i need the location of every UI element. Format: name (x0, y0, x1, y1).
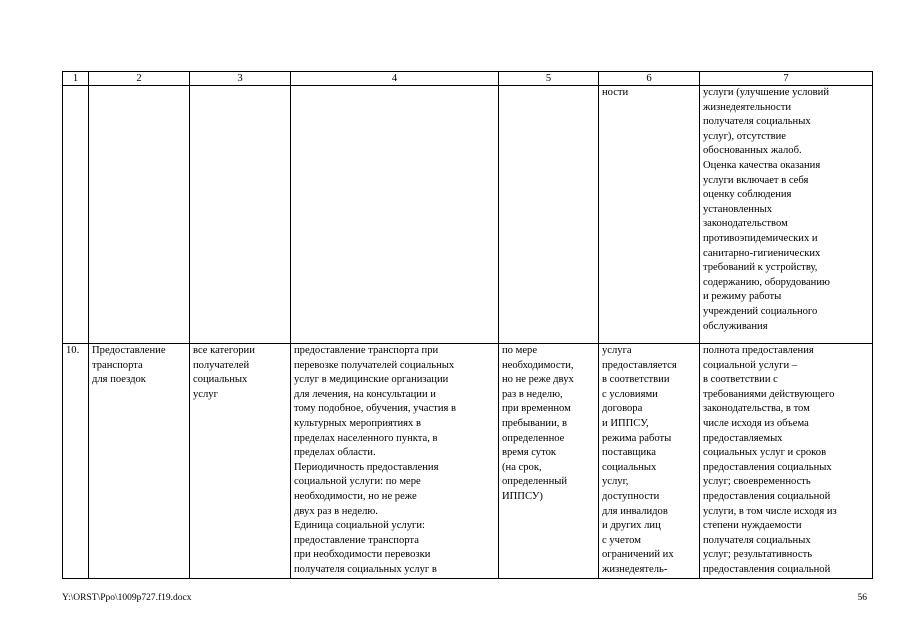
column-header-2: 2 (89, 72, 190, 86)
column-header-3: 3 (190, 72, 291, 86)
service-conditions-cell: ности (599, 86, 700, 344)
page-number: 56 (857, 593, 867, 603)
row-number-cell (63, 86, 89, 344)
footer-file-path: Y:\ORST\Ppo\1009p727.f19.docx (62, 593, 192, 603)
recipient-category-cell: все категории получателей социальных услуг (190, 344, 291, 579)
service-name-cell: Предоставление транспорта для поездок (89, 344, 190, 579)
row-number-cell: 10. (63, 344, 89, 579)
table-row-continuation (63, 86, 873, 344)
quality-indicators-cell: полнота предоставления социальной услуги – в соответствии с требованиями действующего законодательства, в том числе исходя из объема предоставляемых социальных услуг и сроков предоставления социальных услуг; своевременность предоставления социальной услуги, в том числе исходя из степени нуждаемости получателя социальных услуг; результативность предоставления социальной (700, 344, 873, 579)
column-header-4: 4 (291, 72, 499, 86)
column-header-6: 6 (599, 72, 700, 86)
table-row-10 (63, 344, 873, 579)
recipient-category-cell (190, 86, 291, 344)
service-description-cell (291, 86, 499, 344)
service-conditions-cell: услуга предоставляется в соответствии с условиями договора и ИППСУ, режима работы поставщика социальных услуг, доступности для инвалидов и других лиц с учетом ограничений их жизнедеятель- (599, 344, 700, 579)
service-timing-cell (499, 86, 599, 344)
services-table (62, 71, 873, 579)
column-header-7: 7 (700, 72, 873, 86)
column-header-1: 1 (63, 72, 89, 86)
quality-indicators-cell: услуги (улучшение условий жизнедеятельности получателя социальных услуг), отсутствие обоснованных жалоб. Оценка качества оказания услуги включает в себя оценку соблюдения установленных законодательством противоэпидемических и санитарно-гигиенических требований к устройству, содержанию, оборудованию и режиму работы учреждений социального обслуживания (700, 86, 873, 344)
column-header-5: 5 (499, 72, 599, 86)
service-timing-cell: по мере необходимости, но не реже двух раз в неделю, при временном пребывании, в определенное время суток (на срок, определенный ИППСУ) (499, 344, 599, 579)
service-description-cell: предоставление транспорта при перевозке получателей социальных услуг в медицинские организации для лечения, на консультации и тому подобное, обучения, участия в культурных мероприятиях в пределах населенного пункта, в пределах области. Периодичность предоставления социальной услуги: по мере необходимости, но не реже двух раз в неделю. Единица социальной услуги: предоставление транспорта при необходимости перевозки получателя социальных услуг в (291, 344, 499, 579)
service-name-cell (89, 86, 190, 344)
header-row (63, 72, 873, 86)
